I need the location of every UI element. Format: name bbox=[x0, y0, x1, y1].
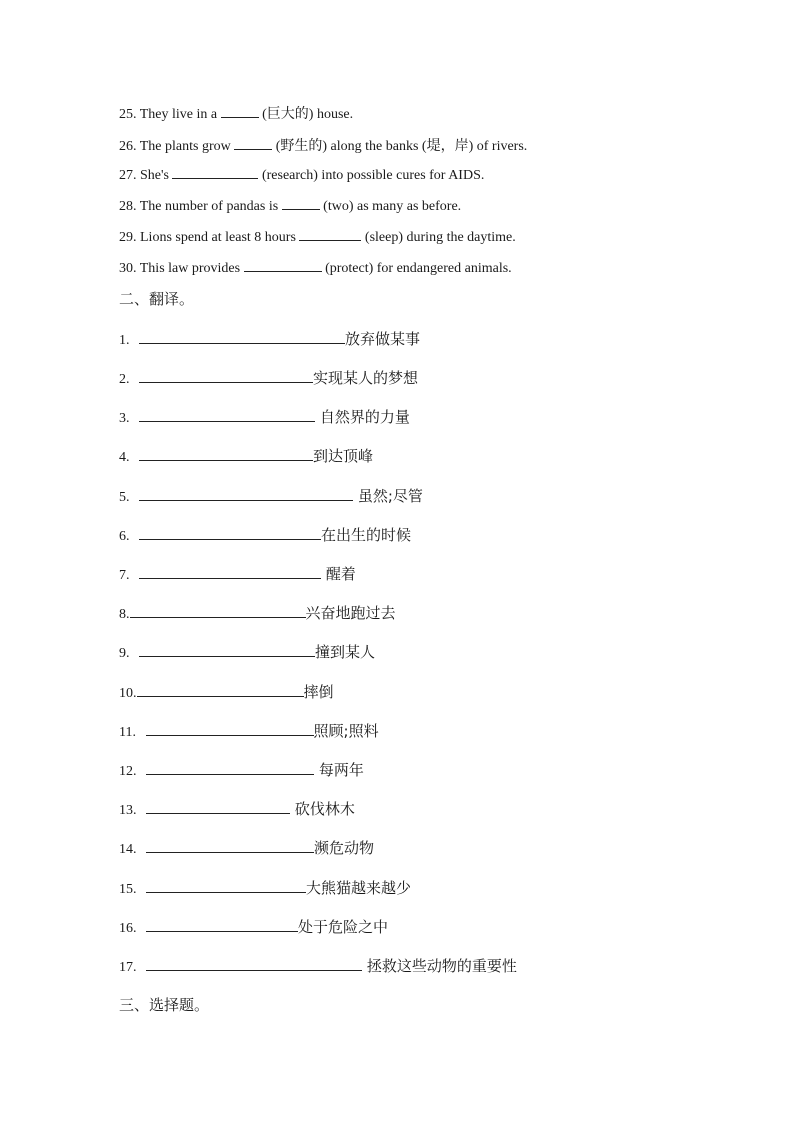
item-number: 13. bbox=[119, 803, 137, 818]
item-number: 4. bbox=[119, 450, 130, 465]
translation-item-16: 16. 处于危险之中 bbox=[119, 918, 389, 936]
item-number: 26. bbox=[119, 139, 137, 154]
answer-blank[interactable] bbox=[139, 527, 321, 540]
answer-blank[interactable] bbox=[146, 919, 298, 932]
translation-item-2: 2. 实现某人的梦想 bbox=[119, 369, 419, 387]
answer-blank[interactable] bbox=[139, 644, 315, 657]
section-heading-translation: 二、翻译。 bbox=[119, 290, 195, 308]
translation-item-9: 9. 撞到某人 bbox=[119, 643, 376, 661]
translation-item-6: 6. 在出生的时候 bbox=[119, 526, 412, 544]
item-number: 28. bbox=[119, 199, 137, 214]
translation-item-10: 10. 摔倒 bbox=[119, 683, 334, 701]
sentence-item-27: 27. She's (research) into possible cures for AIDS. bbox=[119, 168, 485, 183]
translation-item-17: 17. 拯救这些动物的重要性 bbox=[119, 957, 517, 975]
sentence-item-26: 26. The plants grow (野生的) along the banks (堤，岸) of rivers. bbox=[119, 139, 528, 154]
item-number: 11. bbox=[119, 725, 136, 740]
item-number: 8. bbox=[119, 607, 130, 622]
answer-blank[interactable] bbox=[299, 228, 361, 241]
item-number: 7. bbox=[119, 568, 130, 583]
translation-item-1: 1. 放弃做某事 bbox=[119, 330, 421, 348]
item-number: 14. bbox=[119, 842, 137, 857]
item-number: 25. bbox=[119, 107, 137, 122]
translation-item-14: 14. 濒危动物 bbox=[119, 839, 375, 857]
answer-blank[interactable] bbox=[234, 137, 272, 150]
translation-item-4: 4. 到达顶峰 bbox=[119, 447, 374, 465]
translation-item-3: 3. 自然界的力量 bbox=[119, 408, 410, 426]
item-number: 17. bbox=[119, 960, 137, 975]
answer-blank[interactable] bbox=[221, 105, 259, 118]
answer-blank[interactable] bbox=[130, 605, 306, 618]
sentence-item-29: 29. Lions spend at least 8 hours (sleep) during the daytime. bbox=[119, 230, 516, 245]
item-number: 9. bbox=[119, 646, 130, 661]
translation-item-5: 5. 虽然;尽管 bbox=[119, 487, 423, 505]
sentence-item-30: 30. This law provides (protect) for endangered animals. bbox=[119, 261, 512, 276]
translation-item-8: 8. 兴奋地跑过去 bbox=[119, 604, 396, 622]
translation-item-7: 7. 醒着 bbox=[119, 565, 356, 583]
item-number: 27. bbox=[119, 168, 137, 183]
answer-blank[interactable] bbox=[139, 409, 315, 422]
answer-blank[interactable] bbox=[139, 370, 313, 383]
answer-blank[interactable] bbox=[137, 684, 304, 697]
answer-blank[interactable] bbox=[146, 762, 314, 775]
translation-item-11: 11. 照顾;照料 bbox=[119, 722, 379, 740]
answer-blank[interactable] bbox=[146, 723, 314, 736]
item-number: 2. bbox=[119, 372, 130, 387]
section-heading-multiple-choice: 三、选择题。 bbox=[119, 996, 210, 1014]
item-number: 6. bbox=[119, 529, 130, 544]
answer-blank[interactable] bbox=[139, 566, 321, 579]
sentence-item-25: 25. They live in a (巨大的) house. bbox=[119, 107, 354, 122]
answer-blank[interactable] bbox=[139, 488, 353, 501]
answer-blank[interactable] bbox=[146, 801, 290, 814]
answer-blank[interactable] bbox=[282, 197, 320, 210]
translation-item-12: 12. 每两年 bbox=[119, 761, 364, 779]
answer-blank[interactable] bbox=[244, 259, 322, 272]
item-number: 30. bbox=[119, 261, 137, 276]
answer-blank[interactable] bbox=[146, 840, 314, 853]
answer-blank[interactable] bbox=[139, 331, 345, 344]
sentence-item-28: 28. The number of pandas is (two) as many as before. bbox=[119, 199, 462, 214]
item-number: 10. bbox=[119, 686, 137, 701]
item-number: 16. bbox=[119, 921, 137, 936]
item-number: 3. bbox=[119, 411, 130, 426]
item-number: 29. bbox=[119, 230, 137, 245]
translation-item-15: 15. 大熊猫越来越少 bbox=[119, 879, 412, 897]
answer-blank[interactable] bbox=[146, 880, 306, 893]
item-number: 15. bbox=[119, 882, 137, 897]
item-number: 5. bbox=[119, 490, 130, 505]
item-number: 12. bbox=[119, 764, 137, 779]
item-number: 1. bbox=[119, 333, 130, 348]
answer-blank[interactable] bbox=[146, 958, 362, 971]
translation-item-13: 13. 砍伐林木 bbox=[119, 800, 355, 818]
answer-blank[interactable] bbox=[139, 448, 313, 461]
answer-blank[interactable] bbox=[172, 166, 258, 179]
